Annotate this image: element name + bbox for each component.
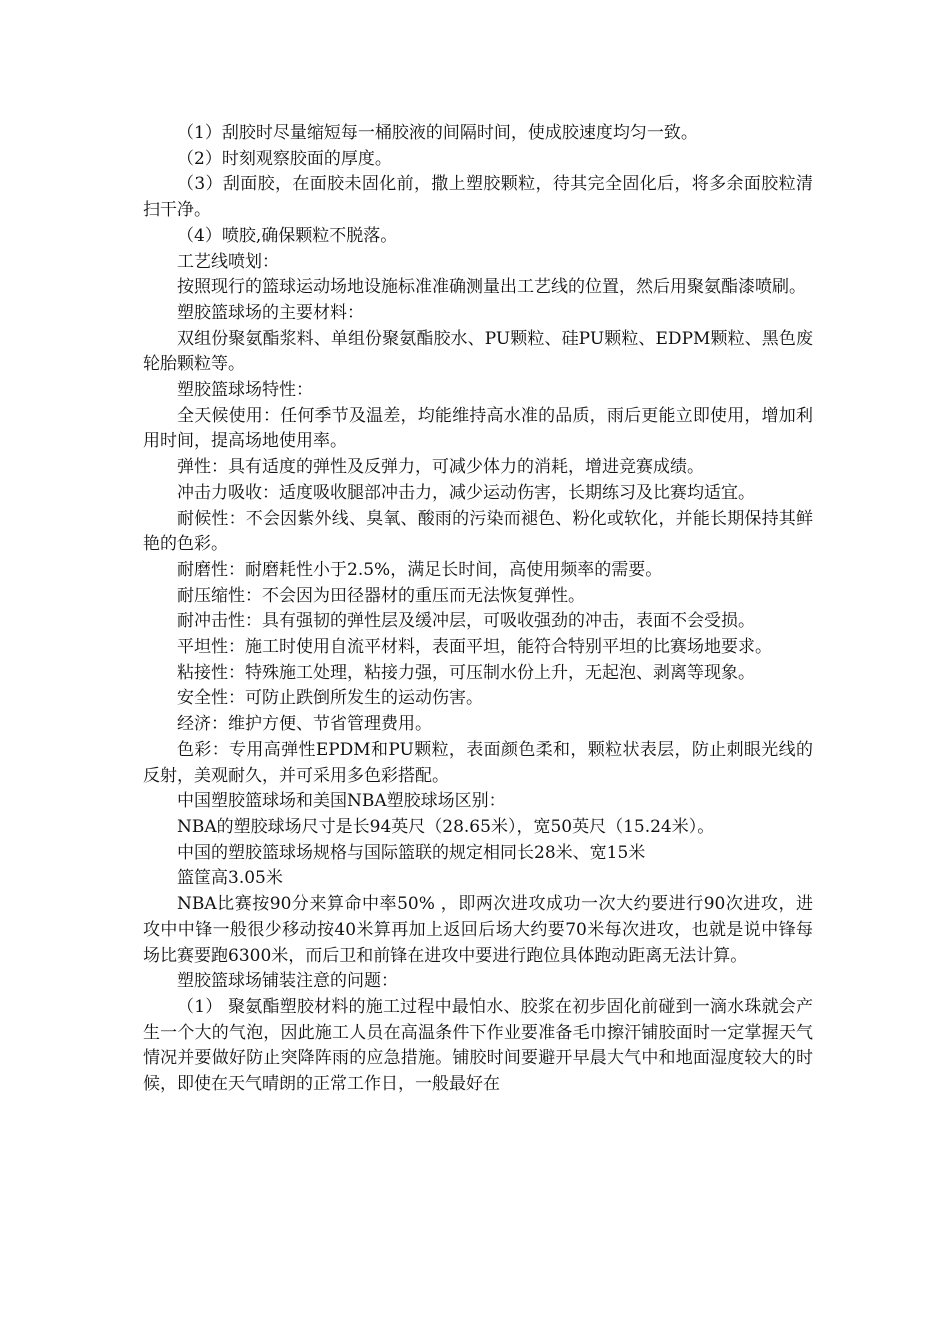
paragraph-nba-running-distance: NBA比赛按90分来算命中率50% ，即两次进攻成功一次大约要进行90次进攻，进攻中中锋一般很少移动按40米算再加上返回后场大约要70米每次进攻，也就是说中锋每场比赛要跑6300米，而后卫和前锋在进攻中要进行跑位具体跑动距离无法计算。: [143, 894, 813, 966]
paragraph-line-marking: 按照现行的篮球运动场地设施标准准确测量出工艺线的位置，然后用聚氨酯漆喷刷。: [177, 277, 806, 298]
feature-wear-resistance: 耐磨性：耐磨耗性小于2.5%，满足长时间，高使用频率的需要。: [177, 559, 663, 580]
heading-line-marking: 工艺线喷划：: [177, 251, 279, 272]
feature-safety: 安全性：可防止跌倒所发生的运动伤害。: [177, 688, 483, 709]
paragraph-china-dimensions: 中国的塑胶篮球场规格与国际篮联的规定相同长28米、宽15米: [177, 842, 646, 863]
paragraph-paving-note-1: （1） 聚氨酯塑胶材料的施工过程中最怕水、胶浆在初步固化前碰到一滴水珠就会产生一个大的气泡，因此施工人员在高温条件下作业要准备毛巾擦汗铺胶面时一定掌握天气情况并要做好防止突降阵雨的应急措施。铺胶时间要避开早晨大气中和地面湿度较大的时候，即使在天气晴朗的正常工作日，一般最好在: [143, 996, 813, 1095]
feature-weather-resistance: 耐候性：不会因紫外线、臭氧、酸雨的污染而褪色、粉化或软化，并能长期保持其鲜艳的色彩。: [143, 508, 813, 555]
feature-economy: 经济：维护方便、节省管理费用。: [177, 714, 432, 735]
feature-flatness: 平坦性：施工时使用自流平材料，表面平坦，能符合特别平坦的比赛场地要求。: [177, 637, 772, 658]
paragraph-main-materials: 双组份聚氨酯浆料、单组份聚氨酯胶水、PU颗粒、硅PU颗粒、EDPM颗粒、黑色废轮胎颗粒等。: [143, 328, 813, 375]
heading-main-materials: 塑胶篮球场的主要材料：: [177, 302, 364, 323]
heading-china-vs-nba: 中国塑胶篮球场和美国NBA塑胶球场区别：: [177, 791, 506, 812]
feature-impact-resistance: 耐冲击性：具有强韧的弹性层及缓冲层，可吸收强劲的冲击，表面不会受损。: [177, 611, 755, 632]
document-body: [143, 121, 813, 1098]
feature-adhesion: 粘接性：特殊施工处理，粘接力强，可压制水份上升，无起泡、剥离等现象。: [177, 662, 755, 683]
feature-impact-absorption: 冲击力吸收：适度吸收腿部冲击力，减少运动伤害，长期练习及比赛均适宜。: [177, 482, 755, 503]
paragraph-surface-glue: （3）刮面胶，在面胶未固化前，撒上塑胶颗粒，待其完全固化后，将多余面胶粒清扫干净。: [143, 174, 813, 221]
paragraph-nba-dimensions: NBA的塑胶球场尺寸是长94英尺（28.65米），宽50英尺（15.24米）。: [177, 816, 715, 837]
feature-compression-resistance: 耐压缩性：不会因为田径器材的重压而无法恢复弹性。: [177, 585, 585, 606]
feature-elasticity: 弹性：具有适度的弹性及反弹力，可减少体力的消耗，增进竞赛成绩。: [177, 457, 704, 478]
paragraph-spray-glue: （4）喷胶,确保颗粒不脱落。: [177, 225, 398, 246]
feature-color: 色彩：专用高弹性EPDM和PU颗粒，表面颜色柔和，颗粒状表层，防止刺眼光线的反射，美观耐久，并可采用多色彩搭配。: [143, 739, 813, 786]
heading-court-features: 塑胶篮球场特性：: [177, 380, 313, 401]
heading-paving-notes: 塑胶篮球场铺装注意的问题：: [177, 971, 398, 992]
paragraph-glue-interval: （1）刮胶时尽量缩短每一桶胶液的间隔时间，使成胶速度均匀一致。: [177, 123, 698, 143]
paragraph-observe-thickness: （2）时刻观察胶面的厚度。: [177, 148, 392, 169]
feature-all-weather: 全天候使用：任何季节及温差，均能维持高水准的品质，雨后更能立即使用，增加利用时间，提高场地使用率。: [143, 405, 813, 452]
paragraph-hoop-height: 篮筐高3.05米: [177, 868, 283, 889]
